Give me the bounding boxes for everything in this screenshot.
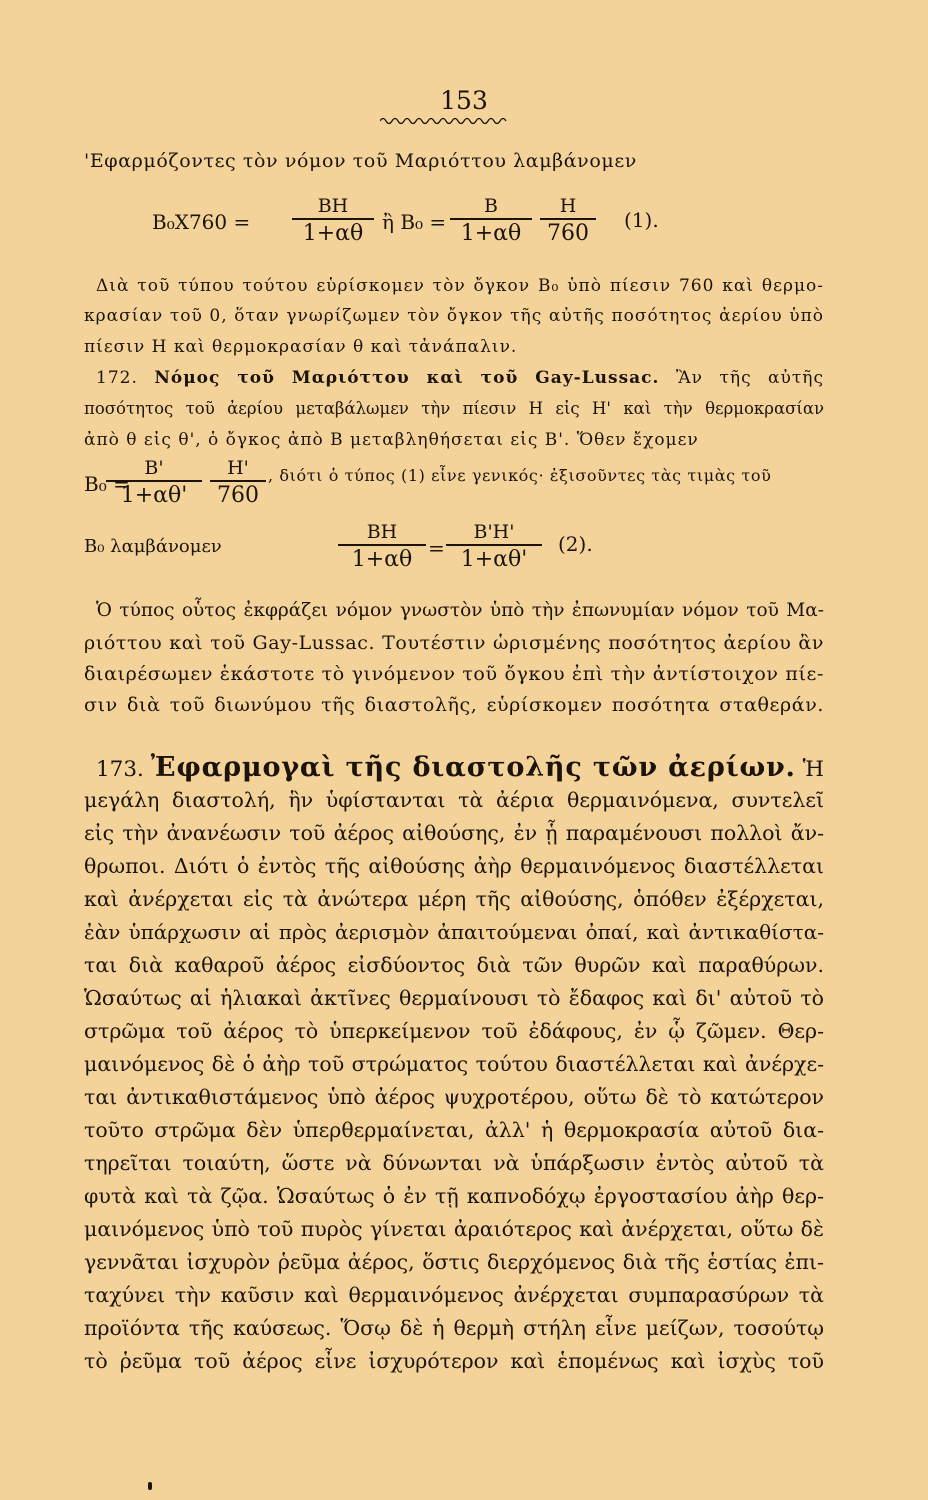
eq2-equals: = xyxy=(428,536,445,560)
section-173-line: τηρεῖται τοιαύτη, ὥστε νὰ δύνωνται νὰ ὑπάρξωσιν ἐντὸς αὐτοῦ τὰ xyxy=(84,1151,824,1175)
eq2-f1-numerator: BH xyxy=(366,521,398,543)
eq1-label: (1). xyxy=(624,208,659,232)
eq-b0-fraction-2 xyxy=(210,456,266,510)
para1-line: πίεσιν H καὶ θερμοκρασίαν θ καὶ τἀνάπαλιν. xyxy=(84,337,518,357)
eq1-f3-denominator: 760 xyxy=(540,218,596,248)
eq2-prefix: B₀ λαμβάνομεν xyxy=(84,536,222,557)
eq1-f2-denominator: 1+αθ xyxy=(450,218,532,248)
eq-b0-text: , διότι ὁ τύπος (1) εἶνε γενικός· ἐξισοῦντες τὰς τιμὰς τοῦ xyxy=(268,466,772,485)
section-172-title: Νόμος τοῦ Μαριόττου καὶ τοῦ Gay-Lussac. xyxy=(154,368,660,388)
intro-line: 'Εφαρμόζοντες τὸν νόμον τοῦ Μαριόττου λαμβάνομεν xyxy=(84,150,637,172)
section-173-line: φυτὰ καὶ τὰ ζῷα. Ὡσαύτως ὁ ἐν τῇ καπνοδόχῳ ἐργοστασίου ἀὴρ θερ- xyxy=(84,1184,824,1208)
eq-b0-fraction-1 xyxy=(106,456,202,510)
eq-b0-f2-denominator: 760 xyxy=(210,480,266,510)
section-173-line: ται διὰ καθαροῦ ἀέρος εἰσδύοντος διὰ τῶν θυρῶν καὶ παραθύρων. xyxy=(84,953,824,977)
eq-b0-f1-numerator: B' xyxy=(144,457,164,479)
section-173-line: θρωποι. Διότι ὁ ἐντὸς τῆς αἰθούσης ἀὴρ θερμαινόμενος διαστέλλεται xyxy=(84,854,824,878)
section-173-rest: Ἡ xyxy=(802,757,824,782)
section-173-line: τοῦτο στρῶμα δὲν ὑπερθερμαίνεται, ἀλλ' ἡ θερμοκρασία αὐτοῦ δια- xyxy=(84,1118,824,1142)
ink-speck xyxy=(148,1482,152,1490)
section-173-line: ταχύνει τὴν καῦσιν καὶ θερμαινόμενος ἀνέρχεται συμπαρασύρων τὰ xyxy=(84,1283,824,1307)
eq-b0-f2-numerator: H' xyxy=(227,457,249,479)
eq1-f2-numerator: B xyxy=(484,195,498,217)
section-173-line: εἰς τὴν ἀνανέωσιν τοῦ ἀέρος αἰθούσης, ἐν ᾗ παραμένουσι πολλοὶ ἄν- xyxy=(84,821,824,845)
para1-line: Διὰ τοῦ τύπου τούτου εὑρίσκομεν τὸν ὄγκον B₀ ὑπὸ πίεσιν 760 καὶ θερμο- xyxy=(96,276,824,296)
eq-b0-f1-denominator: 1+αθ' xyxy=(106,480,202,510)
para2-line: ριόττου καὶ τοῦ Gay-Lussac. Τουτέστιν ὡρισμένης ποσότητος ἀερίου ἂν xyxy=(84,632,824,654)
section-173-line: ἐὰν ὑπάρχωσιν αἱ πρὸς ἀερισμὸν ἀπαιτούμεναι ὀπαί, καὶ ἀντικαθίστα- xyxy=(84,920,824,944)
section-172-number: 172. xyxy=(96,368,138,388)
section-172-line: ἀπὸ θ εἰς θ', ὁ ὄγκος ἀπὸ B μεταβληθήσεται εἰς B'. Ὅθεν ἔχομεν xyxy=(84,430,699,450)
section-173-line: μεγάλη διαστολή, ἣν ὑφίστανται τὰ ἀέρια θερμαινόμενα, συντελεῖ xyxy=(84,788,824,812)
section-173-number: 173. xyxy=(96,757,144,782)
eq2-f2-denominator: 1+αθ' xyxy=(446,544,542,574)
section-173-line: Ὡσαύτως αἱ ἡλιακαὶ ἀκτῖνες θερμαίνουσι τὸ ἔδαφος καὶ δι' αὐτοῦ τὸ xyxy=(84,986,824,1010)
section-172-rest: Ἂν τῆς αὐτῆς xyxy=(675,368,824,388)
eq1-f3-numerator: H xyxy=(559,195,577,217)
para2-line: διαιρέσωμεν ἑκάστοτε τὸ γινόμενον τοῦ ὄγκου ἐπὶ τὴν ἀντίστοιχον πίε- xyxy=(84,663,824,685)
eq1-fraction-2 xyxy=(450,194,532,248)
section-173-line: προϊόντα τῆς καύσεως. Ὅσῳ δὲ ἡ θερμὴ στήλη εἶνε μείζων, τοσούτῳ xyxy=(84,1316,824,1340)
eq1-fraction-3 xyxy=(540,194,596,248)
para1-line: κρασίαν τοῦ 0, ὅταν γνωρίζωμεν τὸν ὄγκον τῆς αὐτῆς ποσότητος ἀερίου ὑπὸ xyxy=(84,306,824,326)
ornament-squiggle xyxy=(380,116,510,126)
section-172-line: ποσότητος τοῦ ἀερίου μεταβάλωμεν τὴν πίεσιν H εἰς H' καὶ τὴν θερμοκρασίαν xyxy=(84,399,824,418)
eq-b0-lhs: B₀ = xyxy=(84,472,130,496)
page-number: 153 xyxy=(440,86,488,115)
section-173-line: μαινόμενος δὲ ὁ ἀὴρ τοῦ στρώματος τούτου διαστέλλεται καὶ ἀνέρχε- xyxy=(84,1052,824,1076)
section-173-heading-line xyxy=(96,752,824,783)
eq2-f2-numerator: B'H' xyxy=(473,521,515,543)
eq1-lhs: B₀X760 = xyxy=(152,210,251,234)
para2-line: Ὁ τύπος οὗτος ἐκφράζει νόμον γνωστὸν ὑπὸ τὴν ἐπωνυμίαν νόμον τοῦ Μα- xyxy=(96,600,824,621)
section-173-line: τὸ ῥεῦμα τοῦ ἀέρος εἶνε ἰσχυρότερον καὶ ἑπομένως καὶ ἰσχὺς τοῦ xyxy=(84,1349,824,1373)
eq1-f1-denominator: 1+αθ xyxy=(292,218,374,248)
section-173-line: μαινόμενος ὑπὸ τοῦ πυρὸς γίνεται ἀραιότερος καὶ ἀνέρχεται, οὕτω δὲ xyxy=(84,1217,824,1241)
section-173-line: ται ἀντικαθιστάμενος ὑπὸ ἀέρος ψυχροτέρου, οὕτω δὲ τὸ κατώτερον xyxy=(84,1085,824,1109)
section-173-line: γεννᾶται ἰσχυρὸν ῥεῦμα ἀέρος, ὅστις διερχόμενος διὰ τῆς ἑστίας ἐπι- xyxy=(84,1250,824,1274)
eq1-fraction-1 xyxy=(292,194,374,248)
eq2-label: (2). xyxy=(558,532,593,556)
para2-line: σιν διὰ τοῦ διωνύμου τῆς διαστολῆς, εὑρίσκομεν ποσότητα σταθεράν. xyxy=(84,694,824,716)
section-173-line: καὶ ἀνέρχεται εἰς τὰ ἀνώτερα μέρη τῆς αἰθούσης, ὁπόθεν ἐξέρχεται, xyxy=(84,887,824,911)
eq2-fraction-2 xyxy=(446,520,542,574)
eq1-middle: ἢ B₀ = xyxy=(382,210,447,234)
section-173-title: Ἐφαρμογαὶ τῆς διαστολῆς τῶν ἀερίων. xyxy=(150,752,796,783)
section-172-heading-line xyxy=(96,368,824,388)
eq1-f1-numerator: BH xyxy=(317,195,349,217)
eq2-f1-denominator: 1+αθ xyxy=(338,544,426,574)
section-173-line: στρῶμα τοῦ ἀέρος τὸ ὑπερκείμενον τοῦ ἐδάφους, ἐν ᾧ ζῶμεν. Θερ- xyxy=(84,1019,824,1043)
eq2-fraction-1 xyxy=(338,520,426,574)
